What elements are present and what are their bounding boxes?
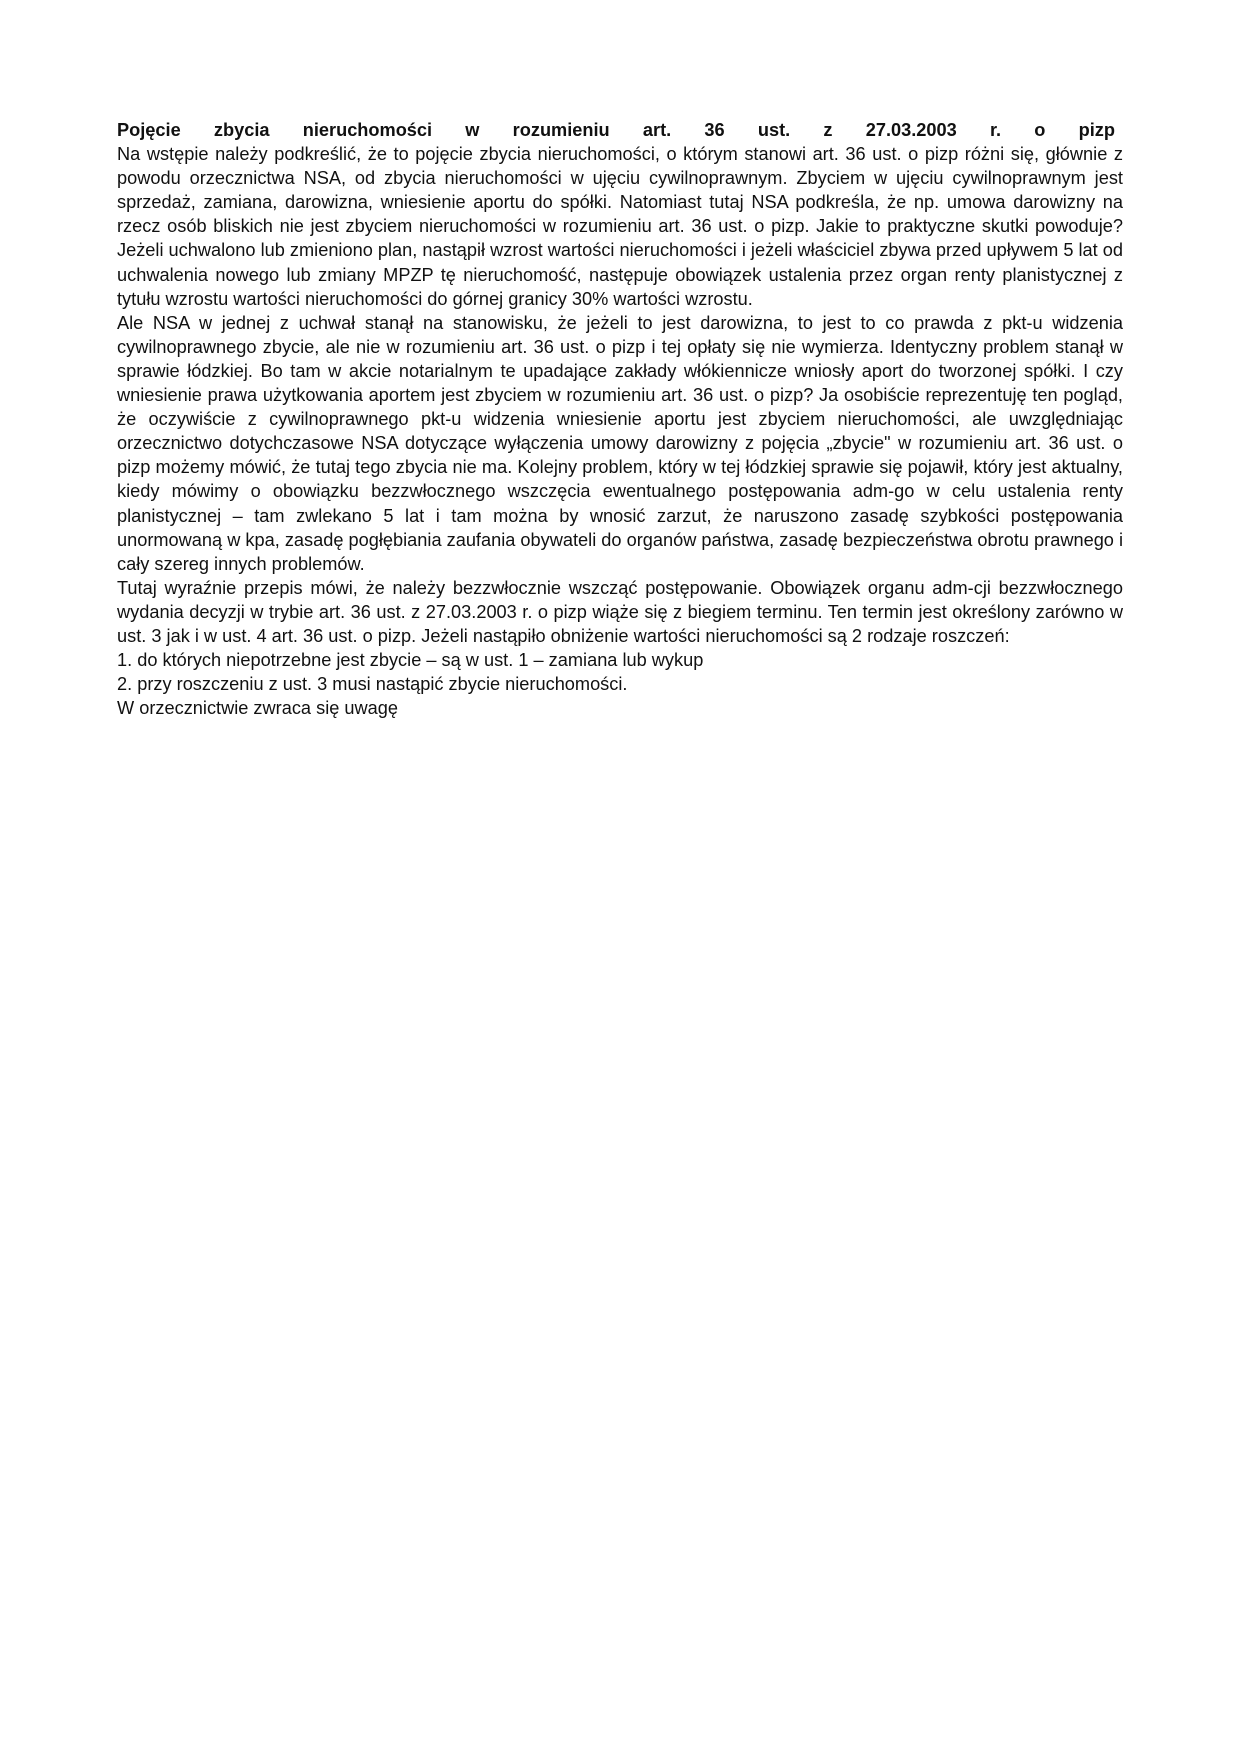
document-page <box>117 118 1123 720</box>
paragraph-nsa: Ale NSA w jednej z uchwał stanął na stanowisku, że jeżeli to jest darowizna, to jest to co prawda z pkt-u widzenia cywilnoprawnego zbycie, ale nie w rozumieniu art. 36 ust. o pizp i tej opłaty się nie wymierza. Identyczny problem stanął w sprawie łódzkiej. Bo tam w akcie notarialnym te upadające zakłady włókiennicze wniosły aport do tworzonej spółki. I czy wniesienie prawa użytkowania aportem jest zbyciem w rozumieniu art. 36 ust. o pizp? Ja osobiście reprezentuję ten pogląd, że oczywiście z cywilnoprawnego pkt-u widzenia wniesienie aportu jest zbyciem nieruchomości, ale uwzględniając orzecznictwo dotychczasowe NSA dotyczące wyłączenia umowy darowizny z pojęcia „zbycie" w rozumieniu art. 36 ust. o pizp możemy mówić, że tutaj tego zbycia nie ma. Kolejny problem, który w tej łódzkiej sprawie się pojawił, który jest aktualny, kiedy mówimy o obowiązku bezzwłocznego wszczęcia ewentualnego postępowania adm-go w celu ustalenia renty planistycznej – tam zwlekano 5 lat i tam można by wnosić zarzut, że naruszono zasadę szybkości postępowania unormowaną w kpa, zasadę pogłębiania zaufania obywateli do organów państwa, zasadę bezpieczeństwa obrotu prawnego i cały szereg innych problemów. <box>117 312 1124 574</box>
closing-line: W orzecznictwie zwraca się uwagę <box>117 698 398 719</box>
document-title: Pojęcie zbycia nieruchomości w rozumieniu art. 36 ust. z 27.03.2003 r. o pizp <box>117 120 1115 140</box>
paragraph-claims: Tutaj wyraźnie przepis mówi, że należy bezzwłocznie wszcząć postępowanie. Obowiązek organu adm-cji bezzwłocznego wydania decyzji w trybie art. 36 ust. z 27.03.2003 r. o pizp wiąże się z biegiem terminu. Ten termin jest określony zarówno w ust. 3 jak i w ust. 4 art. 36 ust. o pizp. Jeżeli nastąpiło obniżenie wartości nieruchomości są 2 rodzaje roszczeń: <box>117 577 1123 646</box>
paragraph-intro: Na wstępie należy podkreślić, że to pojęcie zbycia nieruchomości, o którym stanowi art. 36 ust. o pizp różni się, głównie z powodu orzecznictwa NSA, od zbycia nieruchomości w ujęciu cywilnoprawnym. Zbyciem w ujęciu cywilnoprawnym jest sprzedaż, zamiana, darowizna, wniesienie aportu do spółki. Natomiast tutaj NSA podkreśla, że np. umowa darowizny na rzecz osób bliskich nie jest zbyciem nieruchomości w rozumieniu art. 36 ust. o pizp. Jakie to praktyczne skutki powoduje? Jeżeli uchwalono lub zmieniono plan, nastąpił wzrost wartości nieruchomości i jeżeli właściciel zbywa przed upływem 5 lat od uchwalenia nowego lub zmiany MPZP tę nieruchomość, następuje obowiązek ustalenia przez organ renty planistycznej z tytułu wzrostu wartości nieruchomości do górnej granicy 30% wartości wzrostu. <box>117 144 1123 309</box>
list-item-1: 1. do których niepotrzebne jest zbycie – są w ust. 1 – zamiana lub wykup <box>117 650 704 671</box>
list-item-2: 2. przy roszczeniu z ust. 3 musi nastąpić zbycie nieruchomości. <box>117 674 628 695</box>
